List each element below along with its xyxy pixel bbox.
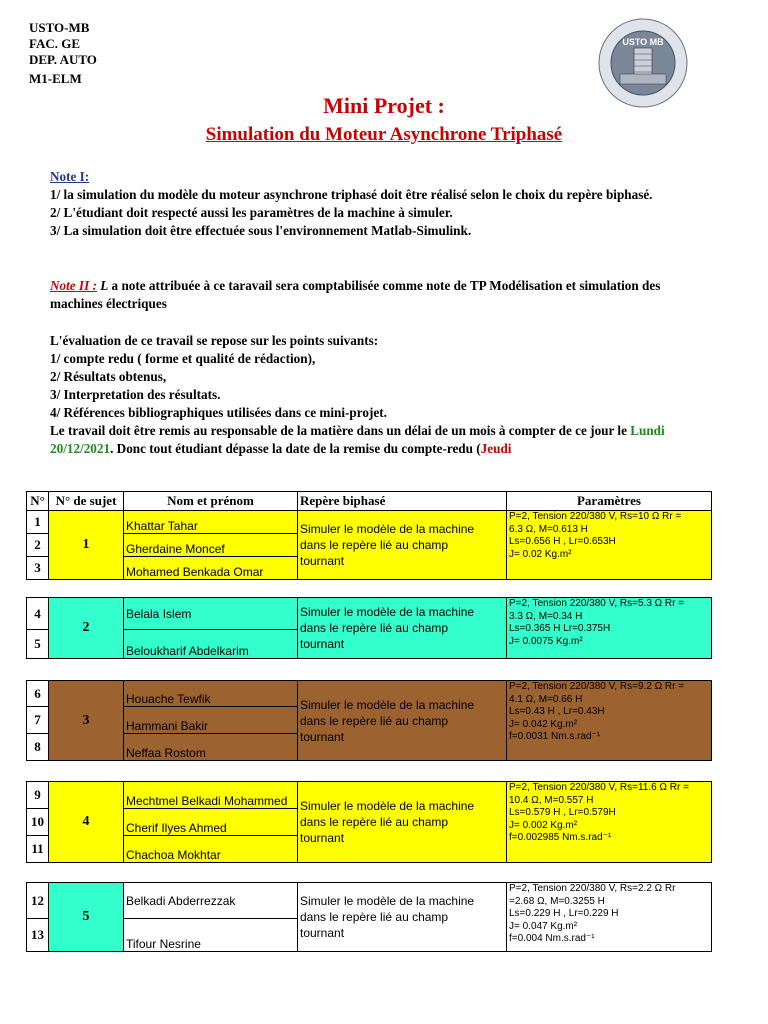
table-row: 1 1 Khattar Tahar Simuler le modèle de la machine dans le repère lié au champ tournant P=2, Tension 220/380 V, Rs=10 Ω Rr = 6.3 Ω, M=0.613 H Ls=0.656 H , Lr=0.653H J= 0.02 Kg.m² — [27, 511, 712, 534]
header-line: M1-ELM — [29, 71, 82, 86]
params-cell: P=2, Tension 220/380 V, Rs=2.2 Ω Rr =2.68 Ω, M=0.3255 H Ls=0.229 H , Lr=0.229 H J= 0.047 Kg.m² f=0.004 Nm.s.rad⁻¹ — [507, 883, 712, 952]
student-name: Chachoa Mokhtar — [124, 836, 298, 863]
header-subject: N° de sujet — [49, 492, 124, 511]
table-row: 8 Neffaa Rostom — [27, 734, 712, 761]
header-line: DEP. AUTO — [29, 52, 97, 67]
subject-number: 1 — [49, 511, 124, 580]
evaluation-point: 2/ Résultats obtenus, — [50, 369, 167, 384]
student-name: Tifour Nesrine — [124, 919, 298, 952]
page-subtitle: Simulation du Moteur Asynchrone Triphasé — [205, 124, 563, 145]
table-row: 6 3 Houache Tewfik Simuler le modèle de la machine dans le repère lié au champ tournant P=2, Tension 220/380 V, Rs=9.2 Ω Rr = 4.1 Ω, M=0.66 H Ls=0.43 H , Lr=0.43H J= 0.042 Kg.m² f=0.0031 Nm.s.rad⁻¹ — [27, 681, 712, 707]
table-row: 9 4 Mechtmel Belkadi Mohammed Simuler le modèle de la machine dans le repère lié au champ tournant P=2, Tension 220/380 V, Rs=11.6 Ω Rr = 10.4 Ω, M=0.557 H Ls=0.579 H , Lr=0.579H J= 0.002 Kg.m² f=0.002985 Nm.s.rad⁻¹ — [27, 782, 712, 809]
evaluation-point: 1/ compte redu ( forme et qualité de rédaction), — [50, 351, 316, 366]
evaluation-point: 4/ Références bibliographiques utilisées dans ce mini-projet. — [50, 405, 387, 420]
note-2-text: a note attribuée à ce taravail sera comptabilisée comme note de TP Modélisation et simulation des machines électriques — [50, 278, 661, 311]
subject-number: 4 — [49, 782, 124, 863]
header-n: N° — [27, 492, 49, 511]
table-row: 5 Beloukharif Abdelkarim — [27, 630, 712, 659]
table-row: 7 Hammani Bakir — [27, 707, 712, 734]
params-cell: P=2, Tension 220/380 V, Rs=5.3 Ω Rr = 3.3 Ω, M=0.34 H Ls=0.365 H Lr=0.375H J= 0.0075 Kg.m² — [507, 598, 712, 659]
repere-cell: Simuler le modèle de la machine dans le repère lié au champ tournant — [298, 681, 507, 761]
student-name: Mechtmel Belkadi Mohammed — [124, 782, 298, 809]
header-repere: Repère biphasé — [298, 492, 507, 511]
params-cell: P=2, Tension 220/380 V, Rs=9.2 Ω Rr = 4.1 Ω, M=0.66 H Ls=0.43 H , Lr=0.43H J= 0.042 Kg.m² f=0.0031 Nm.s.rad⁻¹ — [507, 681, 712, 761]
group-table-2 — [26, 597, 712, 659]
table-row: 10 Cherif Ilyes Ahmed — [27, 809, 712, 836]
note-2-block — [50, 277, 710, 313]
note-1-label: Note I: — [50, 169, 90, 184]
deadline-day: Jeudi — [480, 441, 512, 456]
note-1-line: 1/ la simulation du modèle du moteur asynchrone triphasé doit être réalisé selon le choix du repère biphasé. — [50, 187, 653, 202]
table-row: 4 2 Belala Islem Simuler le modèle de la machine dans le repère lié au champ tournant P=2, Tension 220/380 V, Rs=5.3 Ω Rr = 3.3 Ω, M=0.34 H Ls=0.365 H Lr=0.375H J= 0.0075 Kg.m² — [27, 598, 712, 630]
student-name: Beloukharif Abdelkarim — [124, 630, 298, 659]
subject-number: 3 — [49, 681, 124, 761]
header-line: FAC. GE — [29, 36, 81, 51]
student-name: Belkadi Abderrezzak — [124, 883, 298, 919]
student-name: Mohamed Benkada Omar — [124, 557, 298, 580]
deadline-date: Lundi 20/12/2021 — [50, 423, 665, 456]
group-table-1 — [26, 491, 712, 580]
subject-number: 2 — [49, 598, 124, 659]
evaluation-block — [50, 332, 710, 458]
table-row: 3 Mohamed Benkada Omar — [27, 557, 712, 580]
deadline-text: Le travail doit être remis au responsable de la matière dans un délai de un mois à compter de ce jour le Lundi 20/12/2021. Donc tout étudiant dépasse la date de la remise du compte-redu (Jeudi — [50, 423, 665, 456]
logo-text: USTO MB — [622, 37, 664, 47]
table-row: 12 5 Belkadi Abderrezzak Simuler le modèle de la machine dans le repère lié au champ tournant P=2, Tension 220/380 V, Rs=2.2 Ω Rr =2.68 Ω, M=0.3255 H Ls=0.229 H , Lr=0.229 H J= 0.047 Kg.m² f=0.004 Nm.s.rad⁻¹ — [27, 883, 712, 919]
student-name: Houache Tewfik — [124, 681, 298, 707]
note-2-label: Note II : — [50, 278, 97, 293]
group-table-5 — [26, 882, 712, 952]
repere-cell: Simuler le modèle de la machine dans le repère lié au champ tournant — [298, 598, 507, 659]
note-2-first-letter: L — [100, 278, 109, 293]
group-table-3 — [26, 680, 712, 761]
table-row: 11 Chachoa Mokhtar — [27, 836, 712, 863]
institution-header — [29, 20, 97, 87]
table-row: 2 Gherdaine Moncef — [27, 534, 712, 557]
header-line: USTO-MB — [29, 20, 90, 35]
student-name: Gherdaine Moncef — [124, 534, 298, 557]
table-row: 13 Tifour Nesrine — [27, 919, 712, 952]
group-table-4 — [26, 781, 712, 863]
student-name: Khattar Tahar — [124, 511, 298, 534]
evaluation-intro: L'évaluation de ce travail se repose sur les points suivants: — [50, 333, 379, 348]
student-name: Belala Islem — [124, 598, 298, 630]
params-cell: P=2, Tension 220/380 V, Rs=11.6 Ω Rr = 10.4 Ω, M=0.557 H Ls=0.579 H , Lr=0.579H J= 0.002 Kg.m² f=0.002985 Nm.s.rad⁻¹ — [507, 782, 712, 863]
repere-cell: Simuler le modèle de la machine dans le repère lié au champ tournant — [298, 511, 507, 580]
header-name: Nom et prénom — [124, 492, 298, 511]
evaluation-point: 3/ Interpretation des résultats. — [50, 387, 221, 402]
student-name: Cherif Ilyes Ahmed — [124, 809, 298, 836]
repere-cell: Simuler le modèle de la machine dans le repère lié au champ tournant — [298, 883, 507, 952]
page-title: Mini Projet : — [323, 93, 445, 118]
student-name: Hammani Bakir — [124, 707, 298, 734]
note-1-line: 3/ La simulation doit être effectuée sous l'environnement Matlab-Simulink. — [50, 223, 472, 238]
header-params: Paramètres — [507, 492, 712, 511]
student-name: Neffaa Rostom — [124, 734, 298, 761]
note-1-block — [50, 168, 710, 240]
params-cell: P=2, Tension 220/380 V, Rs=10 Ω Rr = 6.3 Ω, M=0.613 H Ls=0.656 H , Lr=0.653H J= 0.02 Kg.m² — [507, 511, 712, 580]
table-header-row — [27, 492, 712, 511]
subject-number: 5 — [49, 883, 124, 952]
note-1-line: 2/ L'étudiant doit respecté aussi les paramètres de la machine à simuler. — [50, 205, 453, 220]
repere-cell: Simuler le modèle de la machine dans le repère lié au champ tournant — [298, 782, 507, 863]
